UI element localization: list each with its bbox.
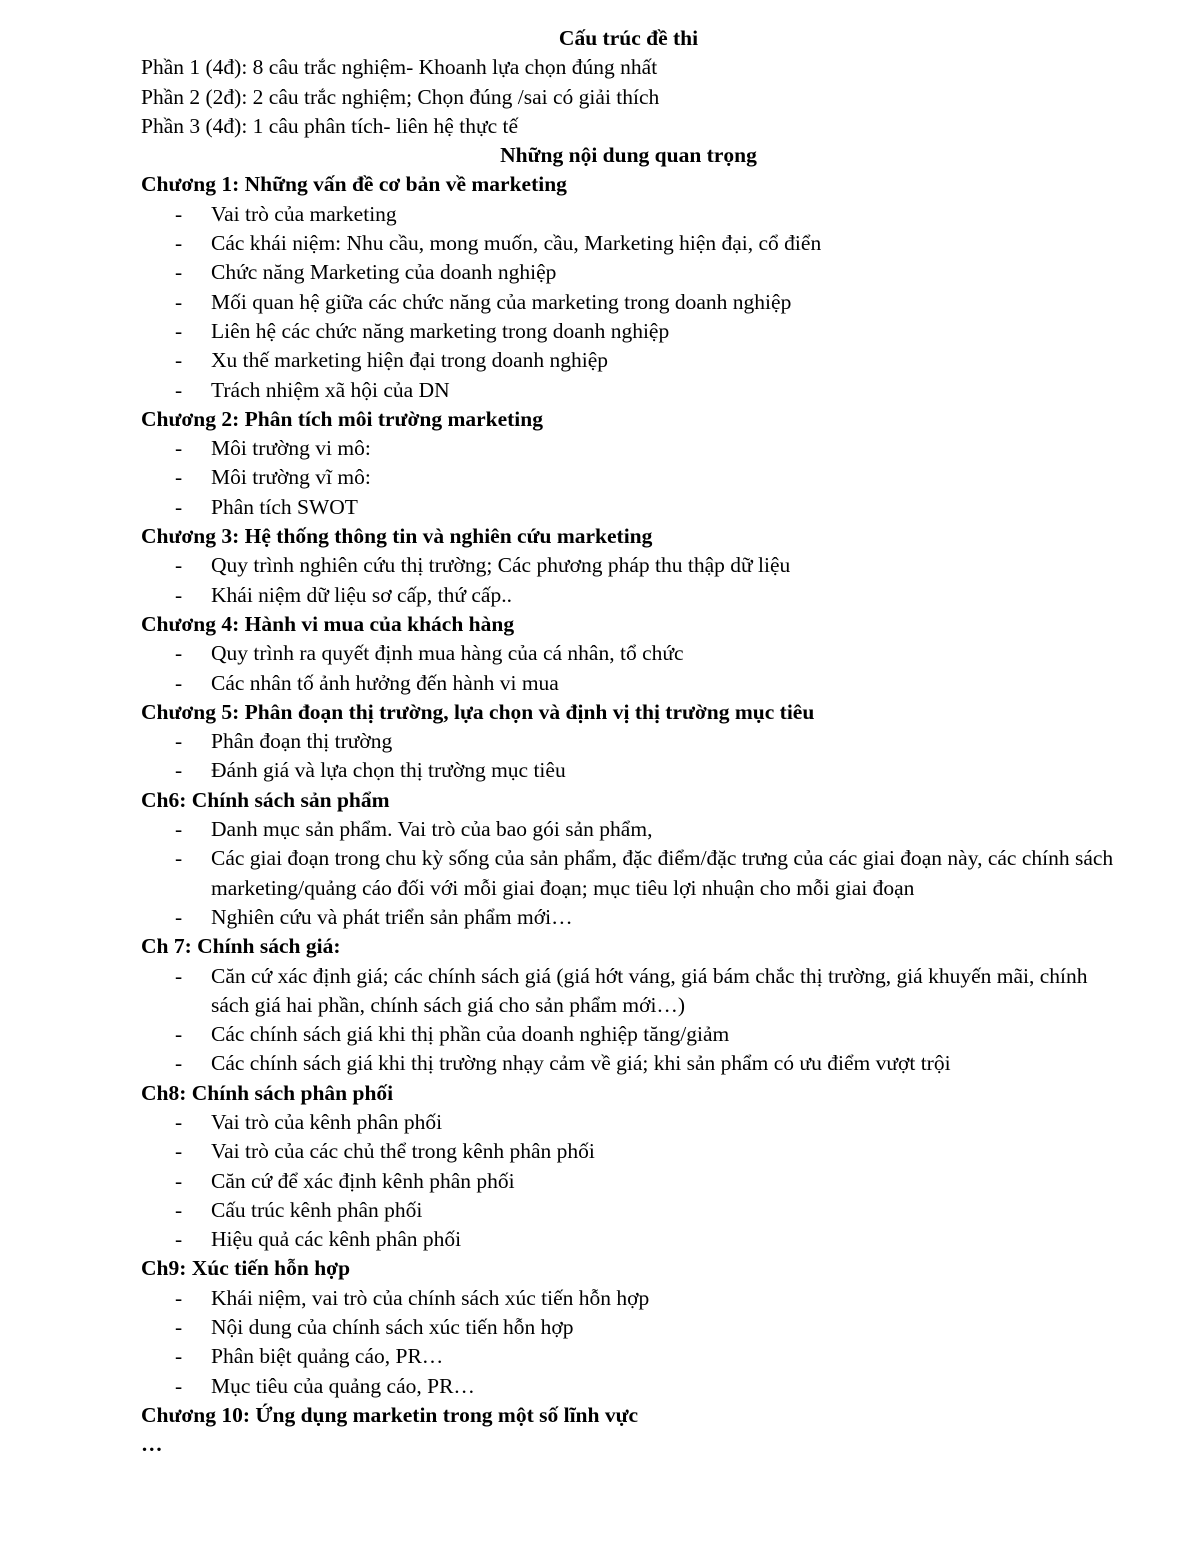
list-item: [141, 317, 1116, 346]
list-item-text: Vai trò của kênh phân phối: [211, 1109, 443, 1134]
list-item: [141, 493, 1116, 522]
list-item: [141, 288, 1116, 317]
chapter-section: [141, 786, 1116, 932]
list-item: [141, 551, 1116, 580]
dash-bullet-icon: -: [175, 231, 183, 256]
list-item: [141, 1196, 1116, 1225]
list-item-text: Môi trường vĩ mô:: [211, 465, 371, 490]
chapter-section: [141, 610, 1116, 698]
document-page: [141, 24, 1116, 1460]
list-item-text: Các nhân tố ảnh hưởng đến hành vi mua: [211, 670, 559, 695]
chapter-heading: Chương 5: Phân đoạn thị trường, lựa chọn và định vị thị trường mục tiêu: [141, 699, 815, 724]
list-item-text: Mối quan hệ giữa các chức năng của marketing trong doanh nghiệp: [211, 289, 792, 314]
list-item-text: Danh mục sản phẩm. Vai trò của bao gói sản phẩm,: [211, 817, 653, 842]
list-item: [141, 727, 1116, 756]
list-item: [141, 1313, 1116, 1342]
list-item-text: Phân đoạn thị trường: [211, 729, 393, 754]
list-item-text: Các chính sách giá khi thị phần của doanh nghiệp tăng/giảm: [211, 1022, 730, 1047]
chapter-item-list: [141, 200, 1116, 405]
list-item: [141, 962, 1116, 1021]
dash-bullet-icon: -: [175, 817, 183, 842]
chapter-section: [141, 1254, 1116, 1400]
list-item-text: Quy trình nghiên cứu thị trường; Các phương pháp thu thập dữ liệu: [211, 553, 791, 578]
chapter-item-list: [141, 962, 1116, 1079]
list-item-text: Khái niệm dữ liệu sơ cấp, thứ cấp..: [211, 582, 512, 607]
list-item-text: Các giai đoạn trong chu kỳ sống của sản phẩm, đặc điểm/đặc trưng của các giai đoạn này, các chính sách marketing/quảng cáo đối với mỗi giai đoạn; mục tiêu lợi nhuận cho mỗi giai đoạn: [211, 846, 1114, 900]
list-item: [141, 669, 1116, 698]
list-item: [141, 1225, 1116, 1254]
exam-structure-title: Cấu trúc đề thi: [558, 26, 699, 50]
chapter-item-list: [141, 639, 1116, 698]
chapter-heading: Ch8: Chính sách phân phối: [141, 1080, 394, 1105]
chapter-item-list: [141, 727, 1116, 786]
list-item-text: Phân biệt quảng cáo, PR…: [211, 1344, 444, 1369]
list-item: [141, 1167, 1116, 1196]
list-item: [141, 844, 1116, 903]
list-item-text: Trách nhiệm xã hội của DN: [211, 377, 450, 402]
dash-bullet-icon: -: [175, 348, 183, 373]
chapter-section: [141, 170, 1116, 404]
list-item-text: Đánh giá và lựa chọn thị trường mục tiêu: [211, 758, 566, 783]
list-item-text: Môi trường vi mô:: [211, 436, 371, 461]
chapter-section: [141, 405, 1116, 522]
list-item-text: Mục tiêu của quảng cáo, PR…: [211, 1373, 475, 1398]
list-item-text: Các khái niệm: Nhu cầu, mong muốn, cầu, Marketing hiện đại, cổ điển: [211, 231, 822, 256]
dash-bullet-icon: -: [175, 201, 183, 226]
chapter-heading: Ch6: Chính sách sản phẩm: [141, 787, 390, 812]
chapter-item-list: [141, 815, 1116, 932]
dash-bullet-icon: -: [175, 377, 183, 402]
list-item: [141, 903, 1116, 932]
list-item: [141, 756, 1116, 785]
list-item-text: Nghiên cứu và phát triển sản phẩm mới…: [211, 904, 573, 929]
dash-bullet-icon: -: [175, 1109, 183, 1134]
list-item: [141, 639, 1116, 668]
dash-bullet-icon: -: [175, 1344, 183, 1369]
chapter-section: [141, 932, 1116, 1078]
chapter-item-list: [141, 1108, 1116, 1254]
list-item-text: Các chính sách giá khi thị trường nhạy cảm về giá; khi sản phẩm có ưu điểm vượt trội: [211, 1051, 951, 1076]
chapter-heading: Ch9: Xúc tiến hỗn hợp: [141, 1256, 351, 1281]
dash-bullet-icon: -: [175, 963, 183, 988]
list-item: [141, 258, 1116, 287]
dash-bullet-icon: -: [175, 494, 183, 519]
dash-bullet-icon: -: [175, 1051, 183, 1076]
dash-bullet-icon: -: [175, 465, 183, 490]
exam-part-line: Phần 1 (4đ): 8 câu trắc nghiệm- Khoanh lựa chọn đúng nhất: [141, 55, 658, 80]
chapter-heading: Ch 7: Chính sách giá:: [141, 934, 341, 959]
dash-bullet-icon: -: [175, 1285, 183, 1310]
list-item-text: Vai trò của marketing: [211, 201, 397, 226]
list-item: [141, 1020, 1116, 1049]
chapter-list: [141, 170, 1116, 1430]
dash-bullet-icon: -: [175, 1227, 183, 1252]
chapter-section: [141, 698, 1116, 786]
important-content-title: Những nội dung quan trọng: [500, 143, 757, 168]
chapter-heading: Chương 1: Những vấn đề cơ bản về marketing: [141, 172, 567, 197]
chapter-section: [141, 522, 1116, 610]
dash-bullet-icon: -: [175, 1197, 183, 1222]
dash-bullet-icon: -: [175, 729, 183, 754]
dash-bullet-icon: -: [175, 436, 183, 461]
list-item: [141, 1342, 1116, 1371]
chapter-item-list: [141, 434, 1116, 522]
chapter-heading: Chương 4: Hành vi mua của khách hàng: [141, 611, 515, 636]
list-item: [141, 346, 1116, 375]
list-item-text: Căn cứ để xác định kênh phân phối: [211, 1168, 515, 1193]
chapter-item-list: [141, 551, 1116, 610]
list-item: [141, 1049, 1116, 1078]
dash-bullet-icon: -: [175, 1022, 183, 1047]
list-item: [141, 200, 1116, 229]
list-item-text: Căn cứ xác định giá; các chính sách giá (giá hớt váng, giá bám chắc thị trường, giá khuyến mãi, chính sách giá hai phần, chính sách giá cho sản phẩm mới…): [211, 963, 1088, 1017]
chapter-heading: Chương 10: Ứng dụng marketin trong một số lĩnh vực: [141, 1402, 639, 1427]
list-item-text: Khái niệm, vai trò của chính sách xúc tiến hỗn hợp: [211, 1285, 650, 1310]
dash-bullet-icon: -: [175, 670, 183, 695]
dash-bullet-icon: -: [175, 904, 183, 929]
dash-bullet-icon: -: [175, 553, 183, 578]
document-ending-ellipsis: …: [141, 1432, 163, 1457]
dash-bullet-icon: -: [175, 582, 183, 607]
dash-bullet-icon: -: [175, 1373, 183, 1398]
list-item-text: Xu thế marketing hiện đại trong doanh nghiệp: [211, 348, 609, 373]
list-item-text: Hiệu quả các kênh phân phối: [211, 1227, 462, 1252]
exam-part-line: Phần 2 (2đ): 2 câu trắc nghiệm; Chọn đúng /sai có giải thích: [141, 84, 660, 109]
list-item-text: Cấu trúc kênh phân phối: [211, 1197, 423, 1222]
list-item: [141, 815, 1116, 844]
list-item-text: Phân tích SWOT: [211, 494, 358, 519]
list-item: [141, 1137, 1116, 1166]
chapter-heading: Chương 3: Hệ thống thông tin và nghiên cứu marketing: [141, 524, 653, 549]
list-item-text: Nội dung của chính sách xúc tiến hỗn hợp: [211, 1315, 574, 1340]
chapter-heading: Chương 2: Phân tích môi trường marketing: [141, 406, 543, 431]
chapter-section: [141, 1079, 1116, 1255]
dash-bullet-icon: -: [175, 260, 183, 285]
chapter-item-list: [141, 1284, 1116, 1401]
list-item-text: Quy trình ra quyết định mua hàng của cá nhân, tổ chức: [211, 641, 684, 666]
dash-bullet-icon: -: [175, 318, 183, 343]
list-item: [141, 1372, 1116, 1401]
list-item: [141, 1108, 1116, 1137]
exam-part-line: Phần 3 (4đ): 1 câu phân tích- liên hệ thực tế: [141, 113, 519, 138]
dash-bullet-icon: -: [175, 1315, 183, 1340]
list-item: [141, 463, 1116, 492]
list-item-text: Liên hệ các chức năng marketing trong doanh nghiệp: [211, 318, 670, 343]
list-item: [141, 229, 1116, 258]
dash-bullet-icon: -: [175, 846, 183, 871]
dash-bullet-icon: -: [175, 1139, 183, 1164]
list-item-text: Vai trò của các chủ thể trong kênh phân phối: [211, 1139, 595, 1164]
dash-bullet-icon: -: [175, 289, 183, 314]
list-item: [141, 376, 1116, 405]
list-item-text: Chức năng Marketing của doanh nghiệp: [211, 260, 557, 285]
list-item: [141, 581, 1116, 610]
dash-bullet-icon: -: [175, 758, 183, 783]
dash-bullet-icon: -: [175, 641, 183, 666]
exam-structure-list: [141, 53, 1116, 141]
list-item: [141, 1284, 1116, 1313]
list-item: [141, 434, 1116, 463]
dash-bullet-icon: -: [175, 1168, 183, 1193]
chapter-section: [141, 1401, 1116, 1430]
